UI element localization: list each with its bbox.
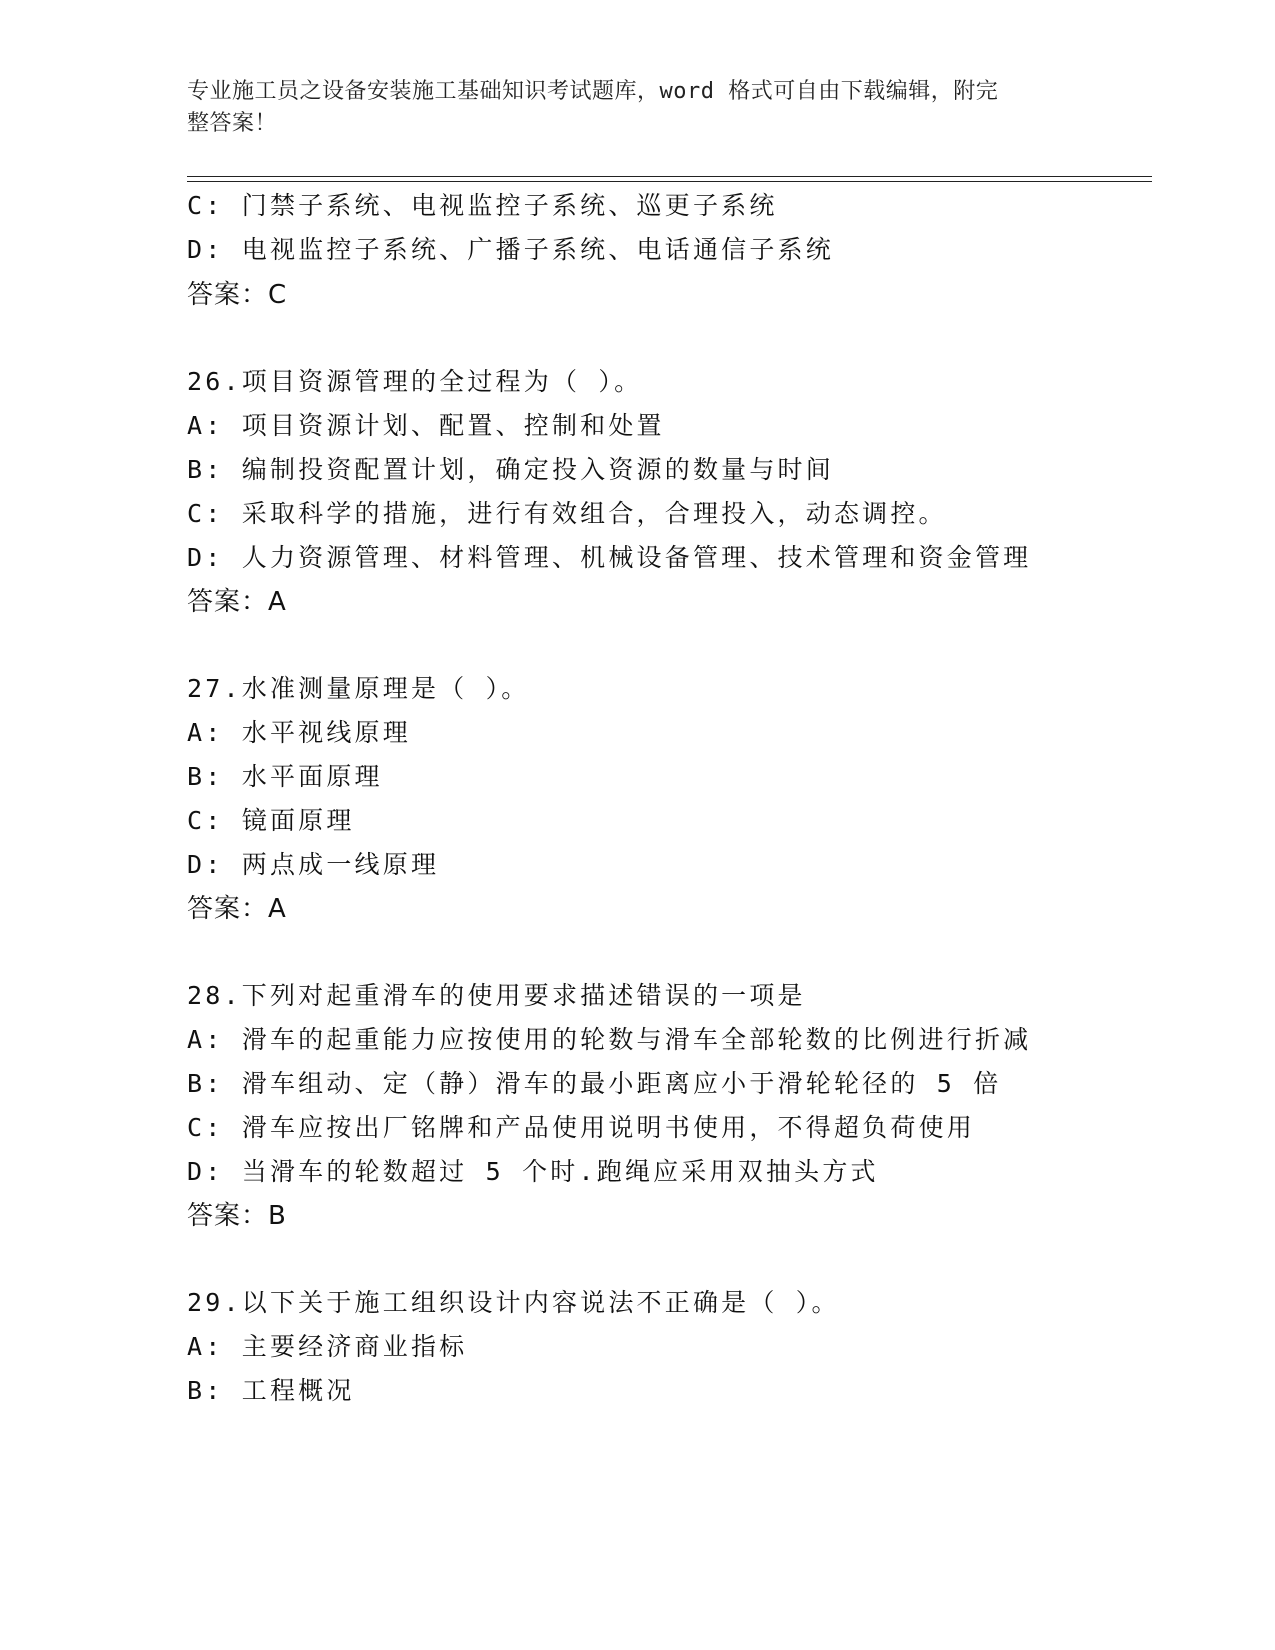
question-28-option-a: A: 滑车的起重能力应按使用的轮数与滑车全部轮数的比例进行折减 — [187, 1025, 1032, 1054]
question-28-option-d: D: 当滑车的轮数超过 5 个时.跑绳应采用双抽头方式 — [187, 1157, 879, 1186]
prev-option-d: D: 电视监控子系统、广播子系统、电话通信子系统 — [187, 235, 834, 264]
question-27-stem: 27.水准测量原理是（ ）。 — [187, 674, 530, 703]
question-27-option-d: D: 两点成一线原理 — [187, 850, 440, 879]
question-26-option-c: C: 采取科学的措施，进行有效组合，合理投入，动态调控。 — [187, 499, 947, 528]
question-26-option-b: B: 编制投资配置计划，确定投入资源的数量与时间 — [187, 455, 834, 484]
question-27-option-b: B: 水平面原理 — [187, 762, 383, 791]
question-26-option-a: A: 项目资源计划、配置、控制和处置 — [187, 411, 665, 440]
question-28-answer: 答案：B — [187, 1201, 287, 1231]
header-line-1: 专业施工员之设备安装施工基础知识考试题库，word 格式可自由下载编辑，附完 — [187, 79, 999, 104]
prev-answer: 答案：C — [187, 280, 288, 310]
document-header — [187, 76, 1067, 140]
question-28-option-c: C: 滑车应按出厂铭牌和产品使用说明书使用，不得超负荷使用 — [187, 1113, 975, 1142]
question-28-stem: 28.下列对起重滑车的使用要求描述错误的一项是 — [187, 981, 806, 1010]
question-26-stem: 26.项目资源管理的全过程为（ ）。 — [187, 367, 643, 396]
question-27-option-a: A: 水平视线原理 — [187, 718, 411, 747]
header-divider-bottom — [187, 181, 1152, 182]
question-29-option-a: A: 主要经济商业指标 — [187, 1332, 468, 1361]
header-divider-top — [187, 176, 1152, 177]
question-27-option-c: C: 镜面原理 — [187, 806, 355, 835]
question-29-stem: 29.以下关于施工组织设计内容说法不正确是（ ）。 — [187, 1288, 840, 1317]
question-27-answer: 答案：A — [187, 894, 287, 924]
question-29-option-b: B: 工程概况 — [187, 1376, 355, 1405]
question-28-option-b: B: 滑车组动、定（静）滑车的最小距离应小于滑轮轮径的 5 倍 — [187, 1069, 1002, 1098]
prev-option-c: C: 门禁子系统、电视监控子系统、巡更子系统 — [187, 191, 778, 220]
header-line-2: 整答案！ — [187, 111, 278, 136]
question-26-option-d: D: 人力资源管理、材料管理、机械设备管理、技术管理和资金管理 — [187, 543, 1032, 572]
question-26-answer: 答案：A — [187, 587, 287, 617]
